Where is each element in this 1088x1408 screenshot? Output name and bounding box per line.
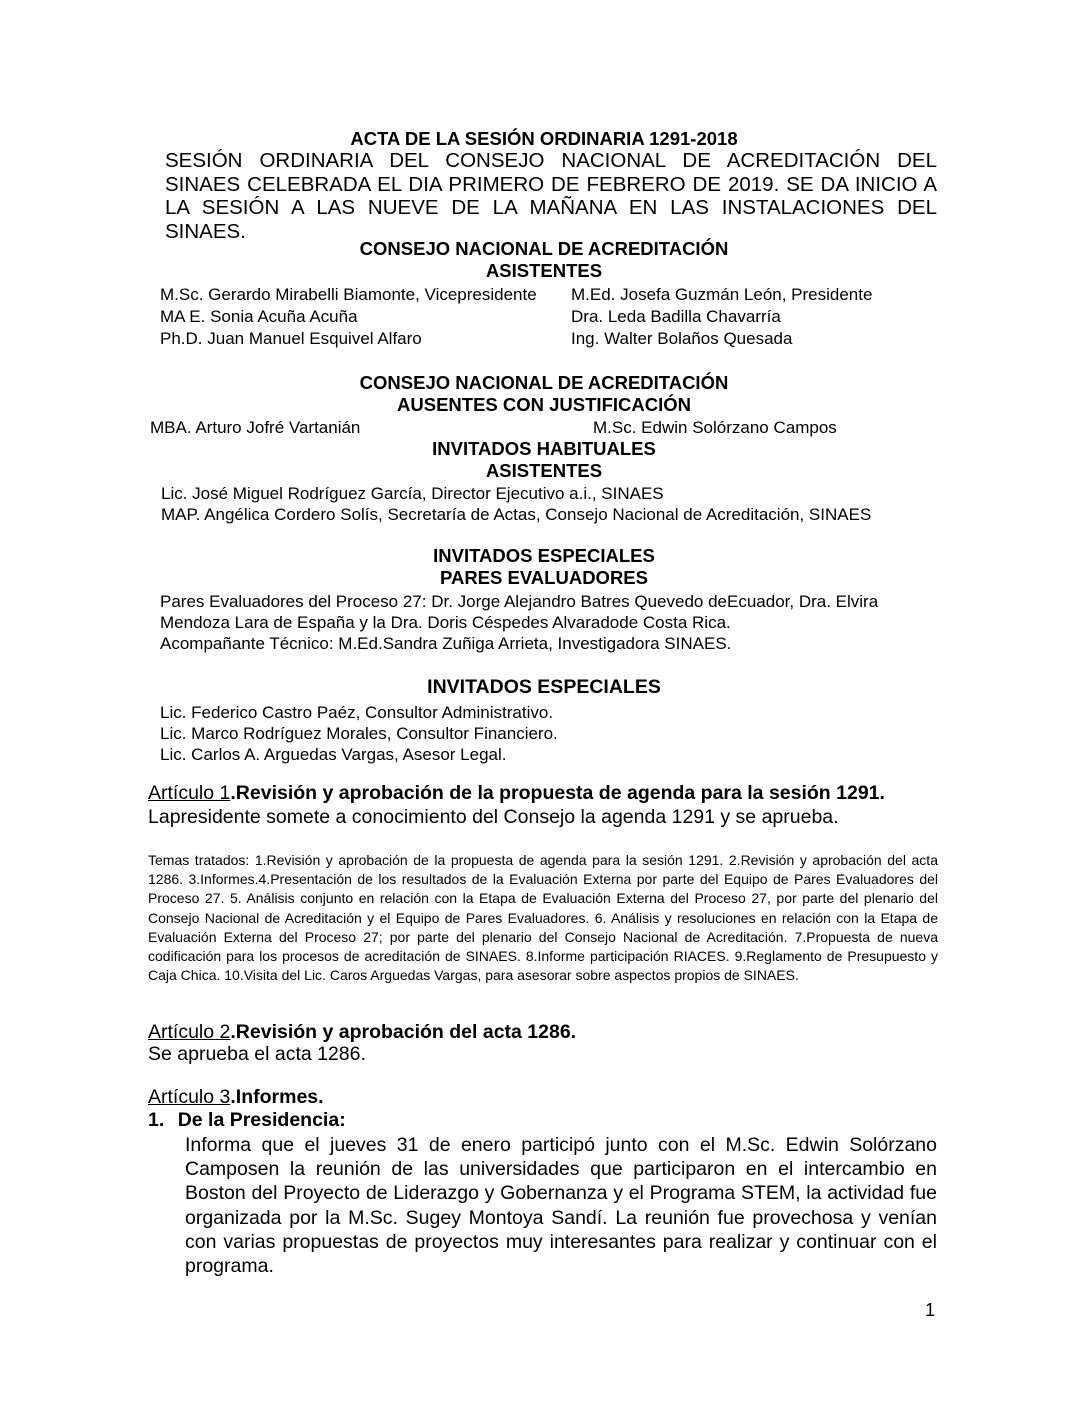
especiales-heading: INVITADOS ESPECIALES xyxy=(427,676,661,698)
articulo-1-title: .Revisión y aprobación de la propuesta de agenda para la sesión 1291. xyxy=(230,782,885,804)
attendee-right-2: Dra. Leda Badilla Chavarría xyxy=(571,307,781,326)
session-intro: SESIÓN ORDINARIA DEL CONSEJO NACIONAL DE ACREDITACIÓN DEL SINAES CELEBRADA EL DIA PRIMERO DE FEBRERO DE 2019. SE DA INICIO A LA SESIÓN A LAS NUEVE DE LA MAÑANA EN LAS INSTALACIONES DEL SINAES. xyxy=(165,149,937,243)
special-guest-1: Lic. Federico Castro Paéz, Consultor Administrativo. xyxy=(160,703,554,722)
habituales-heading: INVITADOS HABITUALES xyxy=(432,438,656,459)
special-guest-3: Lic. Carlos A. Arguedas Vargas, Asesor Legal. xyxy=(160,745,507,764)
pares-line-2: Mendoza Lara de España y la Dra. Doris Céspedes Alvaradode Costa Rica. xyxy=(160,613,731,632)
habituales-asistentes-heading: ASISTENTES xyxy=(485,460,603,481)
page-number: 1 xyxy=(925,1300,936,1320)
pares-heading-special: INVITADOS ESPECIALES xyxy=(433,545,655,566)
pares-heading: PARES EVALUADORES xyxy=(440,567,648,588)
temas-tratados: Temas tratados: 1.Revisión y aprobación de la propuesta de agenda para la sesión 1291. 2.Revisión y aprobación del acta 1286. 3.Informes.4.Presentación de los resultados de la Evaluación Externa por parte del Equipo de Pares Evaluadores del Proceso 27. 5. Análisis conjunto en relación con la Etapa de Evaluación Externa del Proceso 27, por parte del plenario del Consejo Nacional de Acreditación y el Equipo de Pares Evaluadores. 6. Análisis y resoluciones en relación con la Etapa de Evaluación Externa del Proceso 27; por parte del plenario del Consejo Nacional de Acreditación. 7.Propuesta de nueva codificación para los procesos de acreditación de SINAES. 8.Informe participación RIACES. 9.Reglamento de Presupuesto y Caja Chica. 10.Visita del Lic. Caros Arguedas Vargas, para asesorar sobre aspectos propios de SINAES. xyxy=(148,852,938,984)
attendee-left-1: M.Sc. Gerardo Mirabelli Biamonte, Vicepresidente xyxy=(160,285,537,304)
habitual-guest-1: Lic. José Miguel Rodríguez García, Director Ejecutivo a.i., SINAES xyxy=(161,484,664,503)
pares-line-3: Acompañante Técnico: M.Ed.Sandra Zuñiga Arrieta, Investigadora SINAES. xyxy=(160,634,732,653)
special-guest-2: Lic. Marco Rodríguez Morales, Consultor Financiero. xyxy=(160,724,558,743)
articulo-1-heading xyxy=(148,782,885,805)
articulo-3-heading xyxy=(148,1086,324,1109)
articulo-1-label: Artículo 1 xyxy=(148,782,231,804)
ausentes-heading-council: CONSEJO NACIONAL DE ACREDITACIÓN xyxy=(359,372,729,393)
absent-right: M.Sc. Edwin Solórzano Campos xyxy=(593,418,837,437)
asistentes-heading: ASISTENTES xyxy=(485,260,603,281)
asistentes-heading-council: CONSEJO NACIONAL DE ACREDITACIÓN xyxy=(359,238,729,259)
articulo-3-title: .Informes. xyxy=(230,1086,324,1108)
articulo-2-label: Artículo 2 xyxy=(148,1021,231,1043)
absent-left: MBA. Arturo Jofré Vartanián xyxy=(150,418,361,437)
attendee-left-3: Ph.D. Juan Manuel Esquivel Alfaro xyxy=(160,329,422,348)
habitual-guest-2: MAP. Angélica Cordero Solís, Secretaría de Actas, Consejo Nacional de Acreditación, SINAES xyxy=(161,505,872,524)
informe-presidencia-text: Informa que el jueves 31 de enero participó junto con el M.Sc. Edwin Solórzano Camposen la reunión de las universidades que participaron en el intercambio en Boston del Proyecto de Liderazgo y Gobernanza y el Programa STEM, la actividad fue organizada por la M.Sc. Sugey Montoya Sandí. La reunión fue provechosa y venían con varias propuestas de proyectos muy interesantes para realizar y continuar con el programa. xyxy=(185,1134,937,1278)
ausentes-heading: AUSENTES CON JUSTIFICACIÓN xyxy=(397,394,691,415)
informe-item-title: De la Presidencia: xyxy=(177,1109,346,1131)
attendee-right-1: M.Ed. Josefa Guzmán León, Presidente xyxy=(571,285,873,304)
attendee-left-2: MA E. Sonia Acuña Acuña xyxy=(160,307,358,326)
informe-item-number: 1. xyxy=(148,1109,165,1131)
informe-item-heading xyxy=(148,1109,346,1132)
articulo-2-heading xyxy=(148,1021,576,1044)
pares-line-1: Pares Evaluadores del Proceso 27: Dr. Jorge Alejandro Batres Quevedo deEcuador, Dra. Elvira xyxy=(160,592,879,611)
attendee-right-3: Ing. Walter Bolaños Quesada xyxy=(571,329,793,348)
document-title: ACTA DE LA SESIÓN ORDINARIA 1291-2018 xyxy=(350,128,738,149)
articulo-3-label: Artículo 3 xyxy=(148,1086,231,1108)
articulo-1-text: Lapresidente somete a conocimiento del Consejo la agenda 1291 y se aprueba. xyxy=(148,806,839,828)
articulo-2-text: Se aprueba el acta 1286. xyxy=(148,1043,366,1065)
articulo-2-title: .Revisión y aprobación del acta 1286. xyxy=(230,1021,577,1043)
